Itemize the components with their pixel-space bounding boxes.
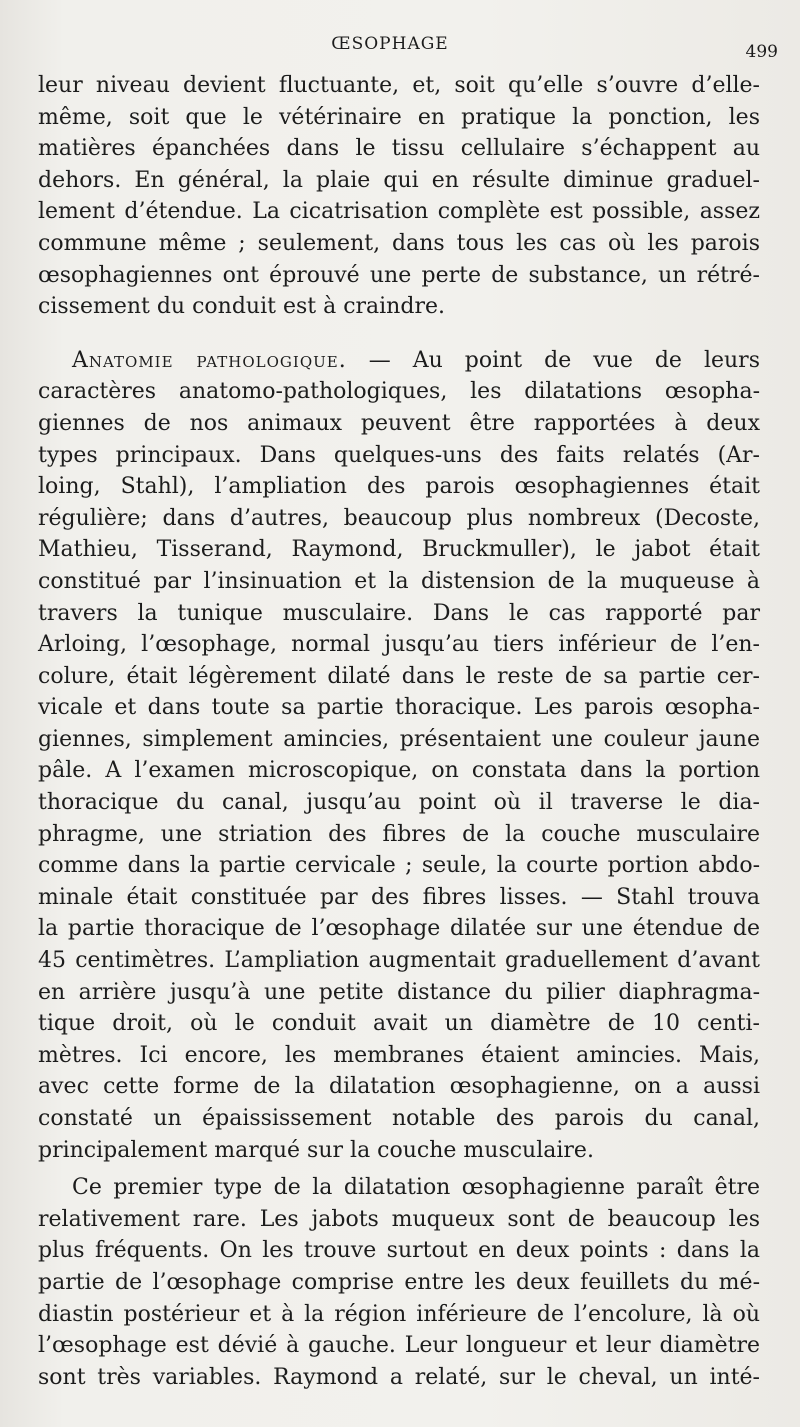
text-line: commune même ; seulement, dans tous les cas où les parois bbox=[38, 230, 760, 256]
text-line: giennes de nos animaux peuvent être rapportées à deux bbox=[38, 410, 760, 436]
text-line: partie de l’œsophage comprise entre les deux feuillets du mé- bbox=[38, 1269, 760, 1295]
text-line: l’œsophage est dévié à gauche. Leur longueur et leur diamètre bbox=[38, 1333, 760, 1359]
body-text bbox=[38, 70, 760, 1393]
text-line: giennes, simplement amincies, présentaient une couleur jaune bbox=[38, 726, 760, 752]
text-line: avec cette forme de la dilatation œsophagienne, on a aussi bbox=[38, 1074, 760, 1100]
text-line: types principaux. Dans quelques-uns des faits relatés (Ar- bbox=[38, 442, 760, 468]
text-line: caractères anatomo-pathologiques, les dilatations œsopha- bbox=[38, 379, 760, 405]
paragraph-premier-type bbox=[38, 1172, 760, 1393]
text-line: colure, était légèrement dilaté dans le reste de sa partie cer- bbox=[38, 663, 760, 689]
text-line: œsophagiennes ont éprouvé une perte de substance, un rétré- bbox=[38, 262, 760, 288]
paragraph-anatomie-pathologique bbox=[38, 345, 760, 1166]
text-line: plus fréquents. On les trouve surtout en deux points : dans la bbox=[38, 1238, 760, 1264]
text-line: principalement marqué sur la couche musculaire. bbox=[38, 1137, 594, 1163]
text-line: travers la tunique musculaire. Dans le cas rapporté par bbox=[38, 600, 760, 626]
text-line: phragme, une striation des fibres de la couche musculaire bbox=[38, 821, 760, 847]
text-line: Ce premier type de la dilatation œsophagienne paraît être bbox=[72, 1175, 760, 1201]
paragraph-continuation bbox=[38, 70, 760, 323]
text-line: tique droit, où le conduit avait un diamètre de 10 centi- bbox=[38, 1011, 760, 1037]
text-line: constaté un épaississement notable des parois du canal, bbox=[38, 1106, 760, 1131]
text-line: loing, Stahl), l’ampliation des parois œsophagiennes était bbox=[38, 474, 760, 500]
text-line: sont très variables. Raymond a relaté, sur le cheval, un inté- bbox=[38, 1364, 760, 1390]
text-line: relativement rare. Les jabots muqueux sont de beaucoup les bbox=[38, 1206, 760, 1232]
text-line: Mathieu, Tisserand, Raymond, Bruckmuller), le jabot était bbox=[38, 537, 760, 563]
text-line: thoracique du canal, jusqu’au point où il traverse le dia- bbox=[38, 790, 760, 816]
text-line: leur niveau devient fluctuante, et, soit qu’elle s’ouvre d’elle- bbox=[38, 73, 760, 98]
text-line: la partie thoracique de l’œsophage dilatée sur une étendue de bbox=[38, 916, 760, 942]
text-line: minale était constituée par des fibres lisses. — Stahl trouva bbox=[38, 884, 760, 910]
text-line: cissement du conduit est à craindre. bbox=[38, 294, 445, 320]
text-line: matières épanchées dans le tissu cellulaire s’échappent au bbox=[38, 136, 760, 162]
text-line: lement d’étendue. La cicatrisation complète est possible, assez bbox=[38, 199, 760, 225]
text-line: dehors. En général, la plaie qui en résulte diminue graduel- bbox=[38, 167, 760, 193]
text-line: diastin postérieur et à la région inférieure de l’encolure, là où bbox=[38, 1301, 760, 1327]
text-line: même, soit que le vétérinaire en pratique la ponction, les bbox=[38, 104, 760, 130]
text-line: comme dans la partie cervicale ; seule, la courte portion abdo- bbox=[38, 853, 760, 879]
text-line: régulière; dans d’autres, beaucoup plus nombreux (Decoste, bbox=[38, 505, 760, 531]
text-line-rest: — Au point de vue de leurs bbox=[346, 347, 760, 373]
section-heading: Anatomie pathologique. bbox=[72, 347, 347, 373]
text-line: mètres. Ici encore, les membranes étaient amincies. Mais, bbox=[38, 1042, 760, 1068]
text-line: constitué par l’insinuation et la distension de la muqueuse à bbox=[38, 568, 760, 594]
text-line: Arloing, l’œsophage, normal jusqu’au tiers inférieur de l’en- bbox=[38, 632, 760, 658]
text-line-with-heading bbox=[38, 345, 760, 377]
text-line: pâle. A l’examen microscopique, on constata dans la portion bbox=[38, 758, 760, 784]
running-title: ŒSOPHAGE bbox=[331, 34, 449, 54]
text-line: 45 centimètres. L’ampliation augmentait graduellement d’avant bbox=[38, 948, 760, 974]
running-head bbox=[0, 34, 800, 62]
text-line: en arrière jusqu’à une petite distance du pilier diaphragma- bbox=[38, 979, 760, 1005]
page-number: 499 bbox=[745, 42, 778, 62]
text-line: vicale et dans toute sa partie thoracique. Les parois œsopha- bbox=[38, 695, 760, 721]
